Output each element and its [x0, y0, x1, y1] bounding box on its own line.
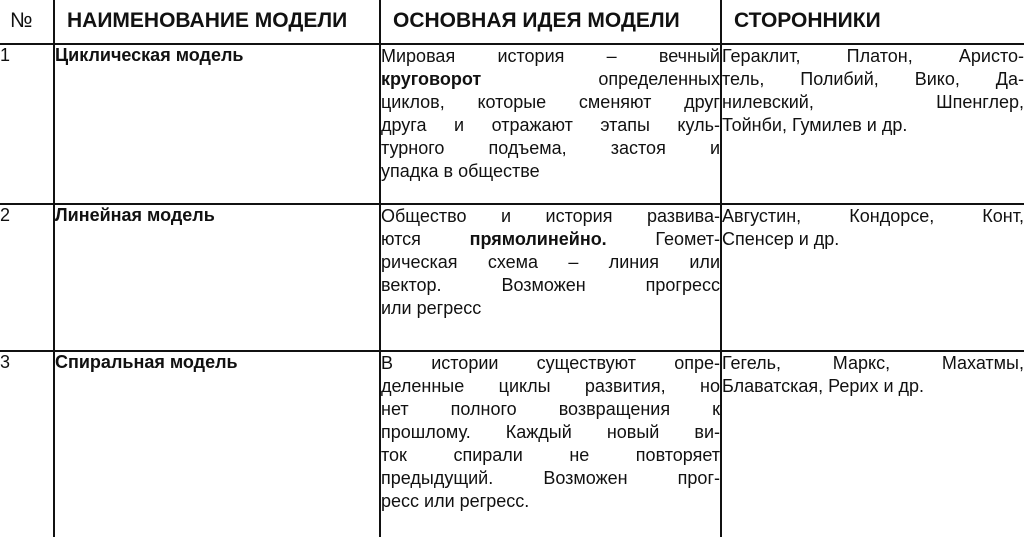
model-name: Спиральная модель: [54, 351, 380, 537]
header-num: №: [0, 0, 54, 44]
table-row: [0, 44, 1024, 204]
text-line: Спенсер и др.: [722, 229, 840, 250]
text-line: круговорот определенных: [381, 69, 720, 90]
text-line: рическая схема – линия или: [381, 252, 720, 273]
key-term: прямолинейно.: [469, 229, 607, 250]
model-name: Линейная модель: [54, 204, 380, 350]
text-line: Гегель, Маркс, Махатмы,: [722, 352, 1024, 373]
text-line: или регресс: [381, 298, 482, 319]
text-line: Гераклит, Платон, Аристо-: [722, 46, 1024, 67]
model-supporters: [721, 204, 1024, 350]
row-number: 1: [0, 44, 54, 204]
text-line: Августин, Кондорсе, Конт,: [722, 206, 1024, 227]
model-idea: [380, 44, 721, 204]
model-idea: [380, 204, 721, 350]
text-line: вектор. Возможен прогресс: [381, 275, 720, 296]
row-number: 3: [0, 351, 54, 537]
text-line: нилевский, Шпенглер,: [722, 92, 1024, 113]
text-line: ются прямолинейно. Геомет-: [381, 229, 720, 250]
table-row: [0, 204, 1024, 350]
text-line: упадка в обществе: [381, 161, 540, 182]
table-header-row: [0, 0, 1024, 44]
text-line: Блаватская, Рерих и др.: [722, 375, 925, 396]
header-name: НАИМЕНОВАНИЕ МОДЕЛИ: [54, 0, 380, 44]
header-supporters: СТОРОННИКИ: [721, 0, 1024, 44]
model-idea: [380, 351, 721, 537]
text-line: циклов, которые сменяют друг: [381, 92, 720, 113]
text-line: ресс или регресс.: [381, 490, 530, 511]
text-line: Мировая история – вечный: [381, 46, 720, 67]
text-line: нет полного возвращения к: [381, 398, 720, 419]
key-term: круговорот: [381, 69, 482, 90]
row-number: 2: [0, 204, 54, 350]
model-supporters: [721, 44, 1024, 204]
text-line: Общество и история развива-: [381, 206, 720, 227]
table-row: [0, 351, 1024, 537]
text-line: В истории существуют опре-: [381, 352, 720, 373]
text-line: друга и отражают этапы куль-: [381, 115, 720, 136]
text-line: деленные циклы развития, но: [381, 375, 720, 396]
text-line: прошлому. Каждый новый ви-: [381, 421, 720, 442]
text-line: предыдущий. Возможен прог-: [381, 467, 720, 488]
model-supporters: [721, 351, 1024, 537]
text-line: турного подъема, застоя и: [381, 138, 720, 159]
model-name: Циклическая модель: [54, 44, 380, 204]
text-line: тель, Полибий, Вико, Да-: [722, 69, 1024, 90]
text-line: Тойнби, Гумилев и др.: [722, 115, 908, 136]
text-line: ток спирали не повторяет: [381, 444, 720, 465]
header-idea: ОСНОВНАЯ ИДЕЯ МОДЕЛИ: [380, 0, 721, 44]
